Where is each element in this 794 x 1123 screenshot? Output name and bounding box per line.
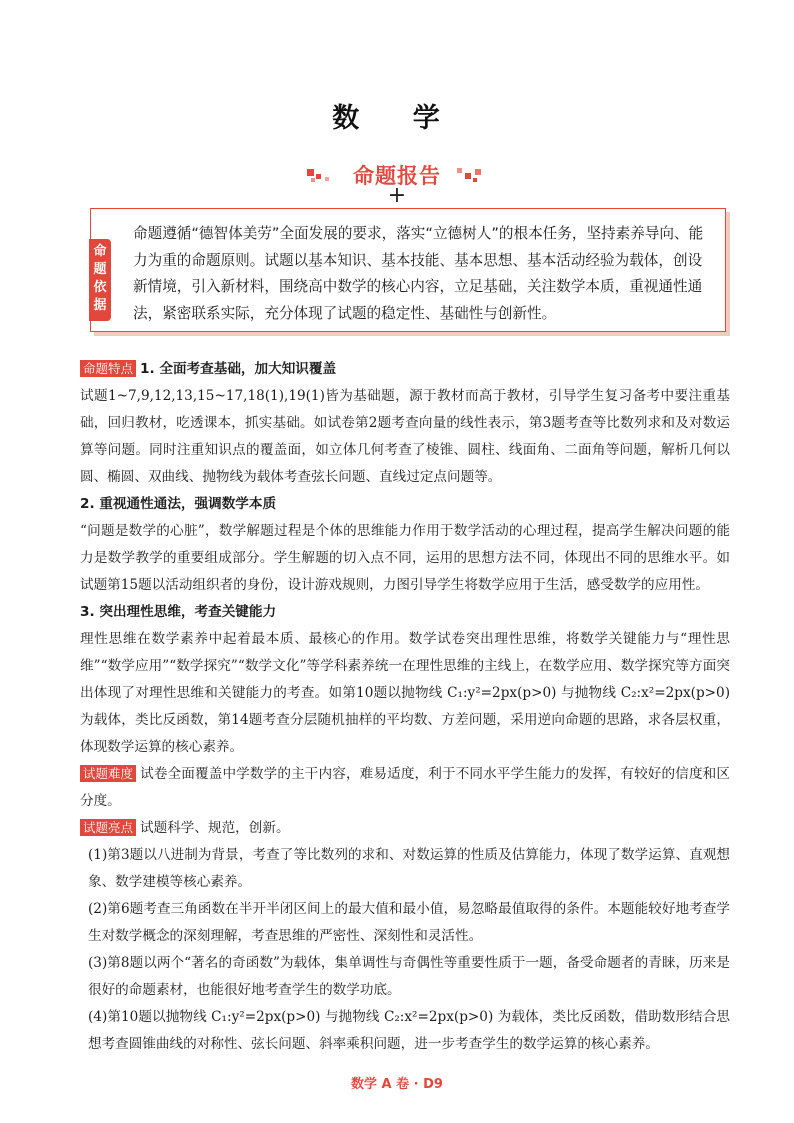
plus-divider: +: [387, 183, 407, 208]
right-decoration-icon: [453, 165, 487, 185]
section-1-heading: 1. 全面考查基础，加大知识覆盖: [140, 361, 337, 377]
left-decoration-icon: [307, 165, 341, 185]
section-2-heading: 2. 重视通性通法，强调数学本质: [80, 496, 277, 512]
difficulty-tag: 试题难度: [80, 765, 136, 782]
report-body: [80, 356, 730, 1058]
highlight-item: (1)第3题以八进制为背景，考查了等比数列的求和、对数运算的性质及估算能力，体现了数学运算、直观想象、数学建模等核心素养。: [88, 847, 730, 890]
difficulty-text: 试卷全面覆盖中学数学的主干内容，难易适度，利于不同水平学生能力的发挥，有较好的信度和区分度。: [80, 766, 730, 809]
section-2-text: “问题是数学的心脏”，数学解题过程是个体的思维能力作用于数学活动的心理过程，提高学生解决问题的能力是数学教学的重要组成部分。学生解题的切入点不同，运用的思想方法不同，体现出不同的思维水平。如试题第15题以活动组织者的身份，设计游戏规则，力图引导学生将数学应用于生活，感受数学的应用性。: [80, 523, 730, 593]
highlight-item: (2)第6题考查三角函数在半开半闭区间上的最大值和最小值，易忽略最值取得的条件。本题能较好地考查学生对数学概念的深刻理解，考查思维的严密性、深刻性和灵活性。: [88, 901, 730, 944]
basis-box: [90, 208, 726, 332]
highlights-line: [80, 815, 730, 842]
section-1-heading-line: [80, 356, 730, 383]
difficulty-line: [80, 761, 730, 815]
basis-text: 命题遵循“德智体美劳”全面发展的要求，落实“立德树人”的根本任务，坚持素养导向、能力为重的命题原则。试题以基本知识、基本技能、基本思想、基本活动经验为载体，创设新情境，引入新材料，围绕高中数学的核心内容，立足基础，关注数学本质，重视通性通法，紧密联系实际，充分体现了试题的稳定性、基础性与创新性。: [133, 225, 704, 322]
highlights-intro: 试题科学、规范，创新。: [140, 820, 290, 836]
section-3-text: 理性思维在数学素养中起着最本质、最核心的作用。数学试卷突出理性思维，将数学关键能力与“理性思维”“数学应用”“数学探究”“数学文化”等学科素养统一在理性思维的主线上，在数学应用、数学探究等方面突出体现了对理性思维和关键能力的考查。如第10题以抛物线 C₁:y²=2px(p>0) 与抛物线 C₂:x²=2px(p>0) 为载体，类比反函数，第14题考查分层随机抽样的平均数、方差问题，采用逆向命题的思路，求各层权重，体现数学运算的核心素养。: [80, 631, 730, 755]
basis-tab: 命题依据: [89, 239, 111, 321]
page-footer: 数学 A 卷 · D9: [351, 1077, 443, 1092]
section-3-heading: 3. 突出理性思维，考查关键能力: [80, 604, 277, 620]
features-tag: 命题特点: [80, 360, 136, 377]
highlight-item: (4)第10题以抛物线 C₁:y²=2px(p>0) 与抛物线 C₂:x²=2px(p>0) 为载体，类比反函数，借助数形结合思想考查圆锥曲线的对称性、弦长问题、斜率乘积问题，进一步考查学生的数学运算的核心素养。: [88, 1009, 730, 1052]
highlight-item: (3)第8题以两个“著名的奇函数”为载体，集单调性与奇偶性等重要性质于一题，备受命题者的青睐，历来是很好的命题素材，也能很好地考查学生的数学功底。: [88, 955, 730, 998]
report-title: 命题报告: [353, 164, 441, 188]
page-title: 数 学: [332, 103, 462, 134]
section-1-text: 试题1~7,9,12,13,15~17,18(1),19(1)皆为基础题，源于教材而高于教材，引导学生复习备考中要注重基础，回归教材，吃透课本，抓实基础。如试卷第2题考查向量的线性表示，第3题考查等比数列求和及对数运算等问题。同时注重知识点的覆盖面，如立体几何考查了棱锥、圆柱、线面角、二面角等问题，解析几何以圆、椭圆、双曲线、抛物线为载体考查弦长问题、直线过定点问题等。: [80, 388, 730, 485]
highlights-tag: 试题亮点: [80, 819, 136, 836]
